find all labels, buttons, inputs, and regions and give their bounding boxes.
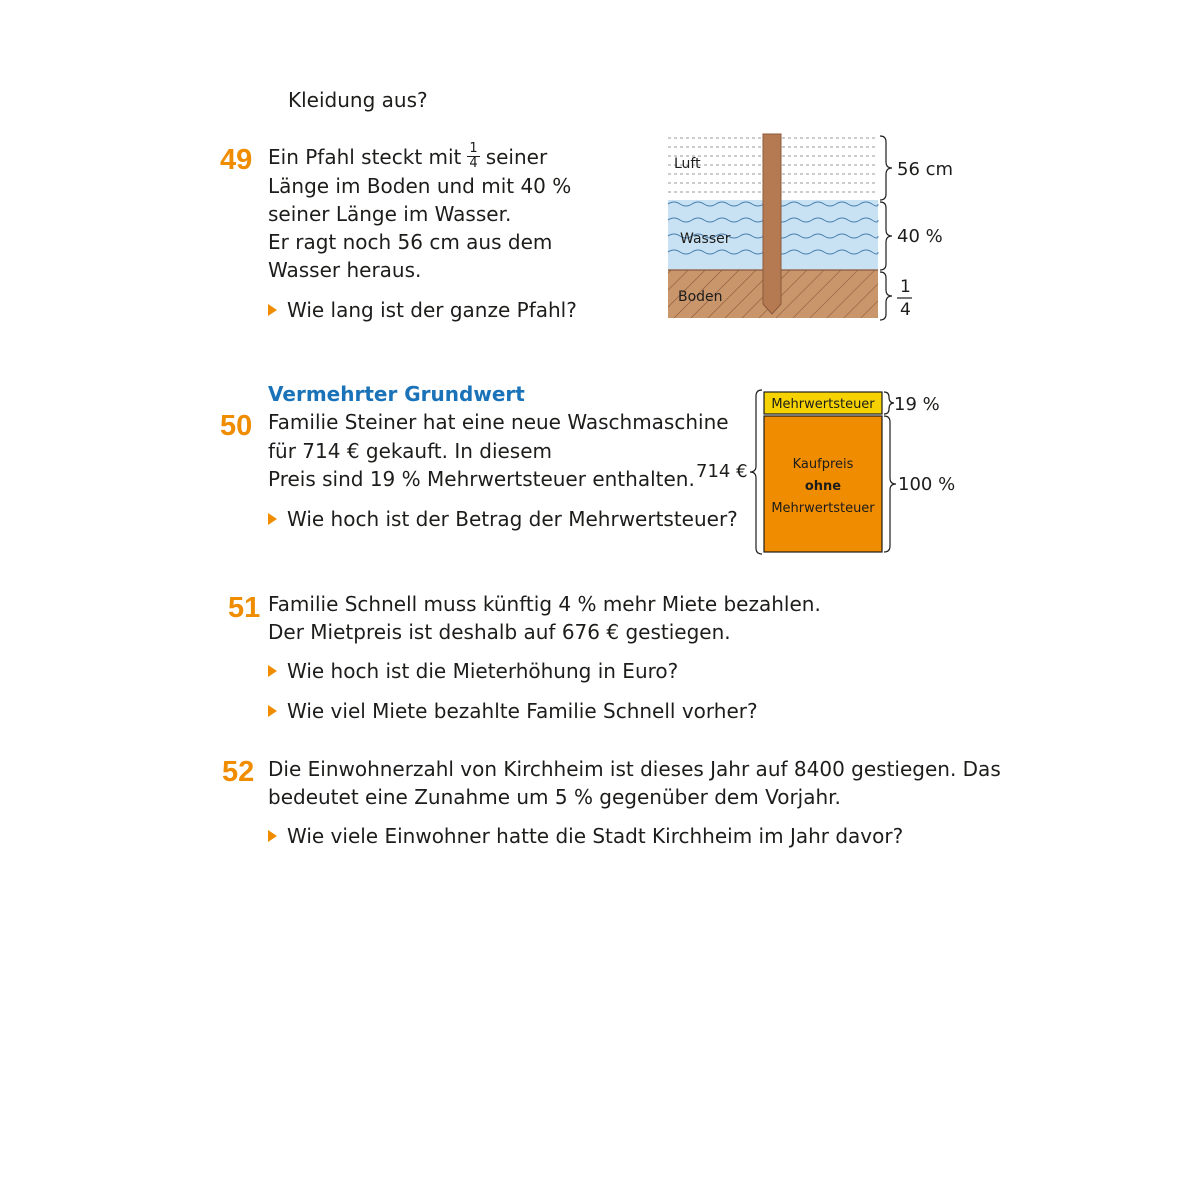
task49-line2: Länge im Boden und mit 40 % — [268, 174, 572, 198]
task52-question — [268, 822, 903, 850]
task49-question — [268, 296, 577, 324]
task51-question1-text: Wie hoch ist die Mieterhöhung in Euro? — [287, 659, 679, 683]
task-number-51: 51 — [228, 592, 261, 624]
vat-top-label: Mehrwertsteuer — [771, 397, 875, 412]
label-wasser: Wasser — [680, 231, 731, 247]
task50-question-text: Wie hoch ist der Betrag der Mehrwertsteuer? — [287, 507, 738, 531]
task51-question2-text: Wie viel Miete bezahlte Familie Schnell vorher? — [287, 699, 758, 723]
task50-question — [268, 505, 738, 533]
vat-box-line2: ohne — [804, 479, 842, 494]
task49-line5: Wasser heraus. — [268, 258, 422, 282]
vat-box-line1: Kaufpreis — [792, 457, 854, 472]
label-boden: Boden — [678, 289, 723, 305]
task49-line1-after: seiner — [485, 145, 548, 169]
braces — [880, 136, 892, 320]
pole-figure — [660, 128, 960, 328]
vat-box-line3: Mehrwertsteuer — [771, 501, 875, 516]
intro-line: Kleidung aus? — [288, 88, 428, 112]
bullet-triangle-icon — [268, 304, 277, 316]
task-number-52: 52 — [222, 756, 255, 788]
measure-boden-numerator: 1 — [900, 277, 911, 297]
task49-line3: seiner Länge im Wasser. — [268, 202, 512, 226]
task49-line4: Er ragt noch 56 cm aus dem — [268, 230, 553, 254]
task49-line1-before: Ein Pfahl steckt mit — [268, 145, 462, 169]
task50-line3: Preis sind 19 % Mehrwertsteuer enthalten. — [268, 467, 695, 491]
pole-shape — [763, 134, 781, 314]
task52-question-text: Wie viele Einwohner hatte die Stadt Kirchheim im Jahr davor? — [287, 824, 904, 848]
fraction-denominator: 4 — [469, 156, 478, 171]
measure-wasser: 40 % — [897, 226, 943, 247]
task51-line1: Familie Schnell muss künftig 4 % mehr Miete bezahlen. — [268, 592, 821, 616]
measure-luft: 56 cm — [897, 159, 954, 180]
task51-question2 — [268, 697, 758, 725]
fraction-numerator: 1 — [469, 141, 478, 156]
task50-line1: Familie Steiner hat eine neue Waschmaschine — [268, 410, 729, 434]
vat-total: 714 € — [696, 461, 748, 482]
bullet-triangle-icon — [268, 830, 277, 842]
bullet-triangle-icon — [268, 665, 277, 677]
vat-figure — [690, 384, 970, 560]
task51-line2: Der Mietpreis ist deshalb auf 676 € gestiegen. — [268, 620, 731, 644]
label-luft: Luft — [674, 156, 701, 172]
task52-line2: bedeutet eine Zunahme um 5 % gegenüber dem Vorjahr. — [268, 785, 841, 809]
section-heading: Vermehrter Grundwert — [268, 382, 525, 406]
bullet-triangle-icon — [268, 705, 277, 717]
measure-boden-denominator: 4 — [900, 300, 911, 320]
task51-question1 — [268, 657, 678, 685]
task-number-50: 50 — [220, 410, 253, 442]
task50-line2: für 714 € gekauft. In diesem — [268, 439, 553, 463]
vat-pct-main: 100 % — [898, 474, 956, 495]
bullet-triangle-icon — [268, 513, 277, 525]
fraction-one-quarter — [467, 142, 479, 171]
task-number-49: 49 — [220, 144, 253, 176]
task49-question-text: Wie lang ist der ganze Pfahl? — [287, 298, 577, 322]
task52-line1: Die Einwohnerzahl von Kirchheim ist dieses Jahr auf 8400 gestiegen. Das — [268, 757, 1001, 781]
task49-line1 — [268, 143, 547, 173]
vat-pct-top: 19 % — [894, 394, 940, 415]
